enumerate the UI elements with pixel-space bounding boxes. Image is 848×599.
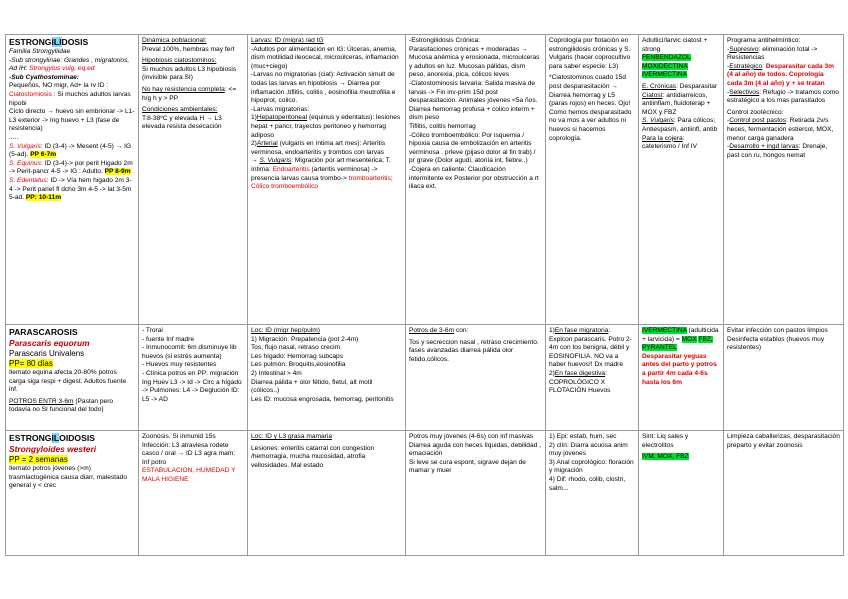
text-line: -Larvas no migratorias (ciat): Activación simult de todas las larvas en hipobiosis → Diarrea por inflamación ,tiflitis, colitis , eosinofilia /neutrofilia e hipoprot, colico.: [251, 71, 396, 105]
cell-control: [724, 431, 844, 556]
text-line: Lesiones: enteritis catarral con congestion /hemorragia, mucha mucosidad, atrofia vellosidades. Mal estado: [251, 444, 375, 469]
parasitology-table: [5, 34, 844, 556]
text-line: Adulticí/larvic ciatost + strong: [642, 37, 708, 53]
text-line: 2) Intestinal > 4m: [251, 369, 302, 377]
cell-pathogenesis: [248, 325, 406, 431]
species-equinus: S. Equinus: ID (3-4)-> por perit Higado 2m -> Perit-pancr 4-5 -> IG : Adulto. PP 8-9m: [9, 159, 133, 176]
text-line: Diarrea hemorrag profusa + colico interm + dism peso: [409, 105, 535, 122]
cell-pathogenesis: [248, 431, 406, 556]
text-line: -Supresivo: eliminación total -> Resistencias: [727, 45, 818, 62]
text-line: ESTABULACION, HUMEDAD Y MALA HIGIENE: [142, 467, 236, 483]
cell-pathogenesis: [248, 35, 406, 325]
prepatent-period: PP = 2 semanas: [9, 455, 68, 464]
text-line: Diarrea aguda con heces líquidas, debilidad , emaciación: [409, 441, 541, 458]
text-line: COPROLÓGICO X FLOTACIÓN Huevos: [549, 378, 611, 395]
section-heading: Programa antihelmíntico:: [727, 37, 801, 44]
disease-title: PARASCAROSIS: [9, 327, 78, 337]
text-line: Si leve se cura espont, sigrave dejan de mamar y muer: [409, 458, 526, 475]
cell-clinical: [406, 35, 546, 325]
text-line: -Estratégico: Desparasitar cada 3m (4 al año) de todos. Coprología cada 3m (4 al año) y + se tratan: [727, 62, 835, 87]
text-line: 4) Dif: rhodo, colib, clostri, salm...: [549, 475, 626, 492]
section-heading: Potros de 3-6m con:: [409, 327, 469, 334]
text-line: 1) Migración: Prepatencia (pot 2-4m): [251, 335, 359, 343]
text-line: Ciatost: antidiarreicos, antiinflam, fluidoterap + MOX y FBZ: [642, 91, 711, 116]
subfamily-cyathostominae: -Sub Cyathostominae:: [9, 73, 79, 81]
cell-epidemiology: [139, 431, 248, 556]
text-line: Ilemato potros jóvenes (>m) trasmlactogénica causa diarr, malestado general y < crec: [9, 465, 128, 490]
text-line: - Huevos muy resistentes: [142, 361, 217, 369]
subfamily-strongylinae: -Sub strongylinae: Grandes , migratorios, Ad IH: Strongylus vulg, eq,ed: [9, 56, 130, 73]
prepatent-period: PP= 80 días: [9, 359, 53, 368]
text-line: - Clínica potros en PP: migración: [142, 369, 239, 377]
section-heading: 2)En fase digestiva:: [549, 369, 607, 377]
text-line: - fuente Inf madre: [142, 335, 195, 343]
text-line: -Desarrollo + ingd larvas: Drenaje, past con ru, hongos nemat: [727, 143, 828, 159]
cell-control: [724, 325, 844, 431]
text-line: 3) Anal coprológico: floración y migración: [549, 458, 634, 475]
text-line: → S. Vulgaris: Migración por art mesentérica; T. íntima: Endoarteritis (arteritis verminosa) -> presencia larvas causa trombo-> tromboarteritis;: [251, 157, 393, 182]
section-heading: Loc: ID y L3 grasa mamaria: [251, 433, 332, 440]
cell-treatment: [639, 431, 724, 556]
text-line: Para la cojera: cateterismo / Inf IV: [642, 134, 697, 151]
text-line: Desparasitar yeguas antes del parto y potros a partir 4m cada 4-6s hasta los 6m: [642, 352, 717, 386]
text-line: Preval 100%, hembras may fert: [142, 45, 235, 53]
text-line: -Ciatostominosis larvaria: Salida masiva de larvas -> Fin inv-prim 15d post desparasitación. Animales jóvenes <5a ños.: [409, 79, 538, 105]
cell-treatment: [639, 325, 724, 431]
text-line: 2) clín: Diarra acuosa anim muy jóvenes: [549, 441, 628, 458]
drug-badge: IVM, MOX, FBZ: [642, 453, 689, 461]
section-heading: Loc: ID (migr hep/pulm): [251, 327, 320, 334]
text-line: IVERMECTINA (adulticida + larvicida) = MOX FBZ, PYRANTEL: [642, 327, 719, 352]
disease-title: ESTRONGILOIDOSIS: [9, 433, 95, 443]
text-line: T:8-38ºC y elevada H → L3 elevada resista desecación: [142, 114, 222, 131]
text-line: Diarrea pálida + olor fétido, fletul, alt motil (cólicos..): [251, 378, 373, 395]
cell-clinical: [406, 431, 546, 556]
section-heading: Hipobiosis ciatostominos:: [142, 57, 217, 65]
species-vulgaris: S. Vulgaris: ID (3-4) -> Mesent (4-5) → IG (5-ad). PP 6-7m: [9, 142, 132, 159]
disease-title: ESTRONGILIDOSIS: [9, 37, 89, 47]
text-line: Ing Huev L3 -> Id -> Circ a hígado -> Pulmones: L4 -> Deglución ID: L5 -> AD: [142, 378, 242, 403]
section-heading: Control zootécnico:: [727, 108, 784, 116]
drug-list: [642, 453, 720, 462]
text-line: Tos y secreccion nasal , retraso crecimiento. fases avanzadas diarrea pálida olor fetido,cólicos.: [409, 338, 539, 363]
text-line: Les hígado: Hemorrag subcaps: [251, 352, 344, 360]
text-line: Les ID: mucosa engrosada, hemorrag, peritonitis: [251, 395, 394, 403]
text-line: -Selectivos: Refugio -> tratamos como estratégico a los mas parasitados: [727, 88, 839, 105]
text-line: Coprología por flotación en estrongilidosis crónicas y S. Vulgaris (hacer coprocultivo para saber especie: L3): [549, 37, 631, 70]
cell-disease: [6, 431, 139, 556]
text-line: -Cojera en caliente: Claudicación intermitente ex Posterior por obstrucción a rt iliaca ext.: [409, 165, 539, 191]
text-line: Explcon parascaris. Potro 2-4m con tos benigna, débil y EOSINOFILIA. NO va a haber huevos!! Dx madre: [549, 335, 632, 369]
text-line: Pequeños, NO migr, Ad+ la rv ID :: [9, 82, 109, 90]
scientific-name: Parascaris equorum: [9, 338, 90, 348]
cell-diagnosis: [546, 325, 639, 431]
text-line: No hay resistencia completa: <= h/g h y > PP: [142, 85, 237, 102]
family-name: Familia Strongyliidae: [9, 48, 71, 55]
text-line: .....: [9, 133, 19, 141]
text-line: Parasitaciones crónicas + moderadas → Mucosa anémica y erosionada, microulceras y adultos en luz. Mucosas pálidas, dism peso, anorexia, pica, cólicos leves: [409, 45, 540, 79]
cell-diagnosis: [546, 35, 639, 325]
cell-clinical: [406, 325, 546, 431]
text-line: Les pulmón: Broquitis,eosinofilia: [251, 361, 346, 369]
text-line: Zoonosis. Si inmunid 15s Infección: L3 atraviesa rodete casco / oral → ID L3 agra mam: Inf potro: [142, 433, 236, 466]
text-line: -Larvas migratorias:: [251, 105, 310, 113]
section-heading: 1)En fase migratoria:: [549, 327, 611, 334]
text-line: S. Vulgaris: Para cólicos; Antiespasm, antiinfl, antib: [642, 117, 718, 133]
scientific-name: Strongyloides westeri: [9, 444, 97, 454]
row-estrongiloidosis: [6, 431, 844, 556]
text-line: Sint: Liq sales y electrolitos: [642, 433, 689, 449]
species-edentatus: S. Edentatus: ID -> Vía hem higado 2m 3-4 -> Perit pariet fl dcho 3m 4-5 -> lat 3-5m 5-ad. PP: 10-11m: [9, 176, 132, 202]
text-line: *Ciatostominos cuado 15d post desparasitación → Diarrea hemorrag y L5 (paras rojos) en heces. Ojo! Como hemos desparasitado no va mos a ver adultos ni huevos si hacemos coprología.: [549, 74, 632, 142]
row-parascarosis: [6, 325, 844, 431]
section-heading: Condiciones ambientales:: [142, 106, 218, 114]
text-line: Ciatostomiosis : Si muchos adultos larvas hipobi: [9, 90, 131, 107]
text-line: Tiflitis, colitis hemorrag: [409, 122, 476, 130]
text-line: - Troral: [142, 327, 163, 334]
text-line: -Cólico tromboembólico: Por isquemia / hipoxia causa de embolización en arteritis verminosa . prleve (pijaso dolor al fin trab) / pr grave (Dolor agudi, atonía int, fiebre..): [409, 131, 536, 165]
text-line: Tos, flujo nasal, retraso crecim: [251, 344, 341, 352]
text-line: Ilemato equina afecta 20-80% potros carga siga respi + digest. Adultos fuente inf.: [9, 369, 127, 394]
drug-badge: IVERMECTINA: [642, 71, 688, 79]
drug-list: [642, 54, 720, 80]
cell-disease: [6, 35, 139, 325]
text-line: POTROS ENTR 3-6m (Pastan pero todavía no SI funcional del todo): [9, 397, 114, 414]
section-heading: Dinámica poblacional:: [142, 37, 207, 44]
drug-badge: FENBENDAZOL: [642, 54, 691, 62]
text-line: E. Crónicas: Desparasitar: [642, 82, 718, 90]
text-line: Potros muy jóvenes (4-6s) con inf masivas: [409, 433, 534, 440]
text-line: 2)Arterial (vulgaris en íntima art mes): Arteritis verminosa, endoarteritis y trombos con larvas: [251, 140, 386, 156]
section-heading: Larvas: ID (migra) /ad IG: [251, 37, 324, 44]
drug-badge: MOXIDECTINA: [642, 62, 688, 70]
cell-disease: [6, 325, 139, 431]
text-line: -Control post pastos: Retirada 2v/s heces, fermentación estiercol, MOX, menor carga ganadera: [727, 117, 834, 142]
text-line: 1)Hepatoperitoneal (equinus y edentatus): lesiones hepat + pancr, trayectos peritoneo y hemorrag adiposo: [251, 114, 401, 139]
species-name: Parascaris Univalens: [9, 349, 85, 358]
cell-control: [724, 35, 844, 325]
text-line: Evitar infección con pastos limpios: [727, 327, 828, 334]
cell-diagnosis: [546, 431, 639, 556]
text-line: Si muchos adultos L3 hipobiosis (invisible para SI): [142, 65, 237, 82]
cell-epidemiology: [139, 325, 248, 431]
cell-treatment: [639, 35, 724, 325]
text-line: Ciclo directo → huevo sin embrionar -> L1-L3 exterior -> Ing huevo + L3 (fase de resistencia): [9, 108, 135, 133]
text-line: - Inmunocomit: 6m disminuye lib huevos (si estrés aumenta): [142, 344, 237, 360]
text-line: -Adultos por alimentación en IG: Úlceras, anemia, dism motilidad ileocecal, microúlceras, inflamación (muc+ciego): [251, 45, 399, 70]
text-line: Cólico tromboembólico: [251, 183, 319, 191]
row-estrongilidosis: [6, 35, 844, 325]
section-heading: -Estrongilidosis Crónica:: [409, 37, 481, 44]
text-line: Desinfecta establos (huevos muy resistentes): [727, 335, 825, 352]
text-line: 1) Epi: estab, hum, sec: [549, 433, 617, 440]
cell-epidemiology: [139, 35, 248, 325]
text-line: Limpieza caballerizas, desparasitación preparto y evitar zoonosis: [727, 433, 840, 449]
